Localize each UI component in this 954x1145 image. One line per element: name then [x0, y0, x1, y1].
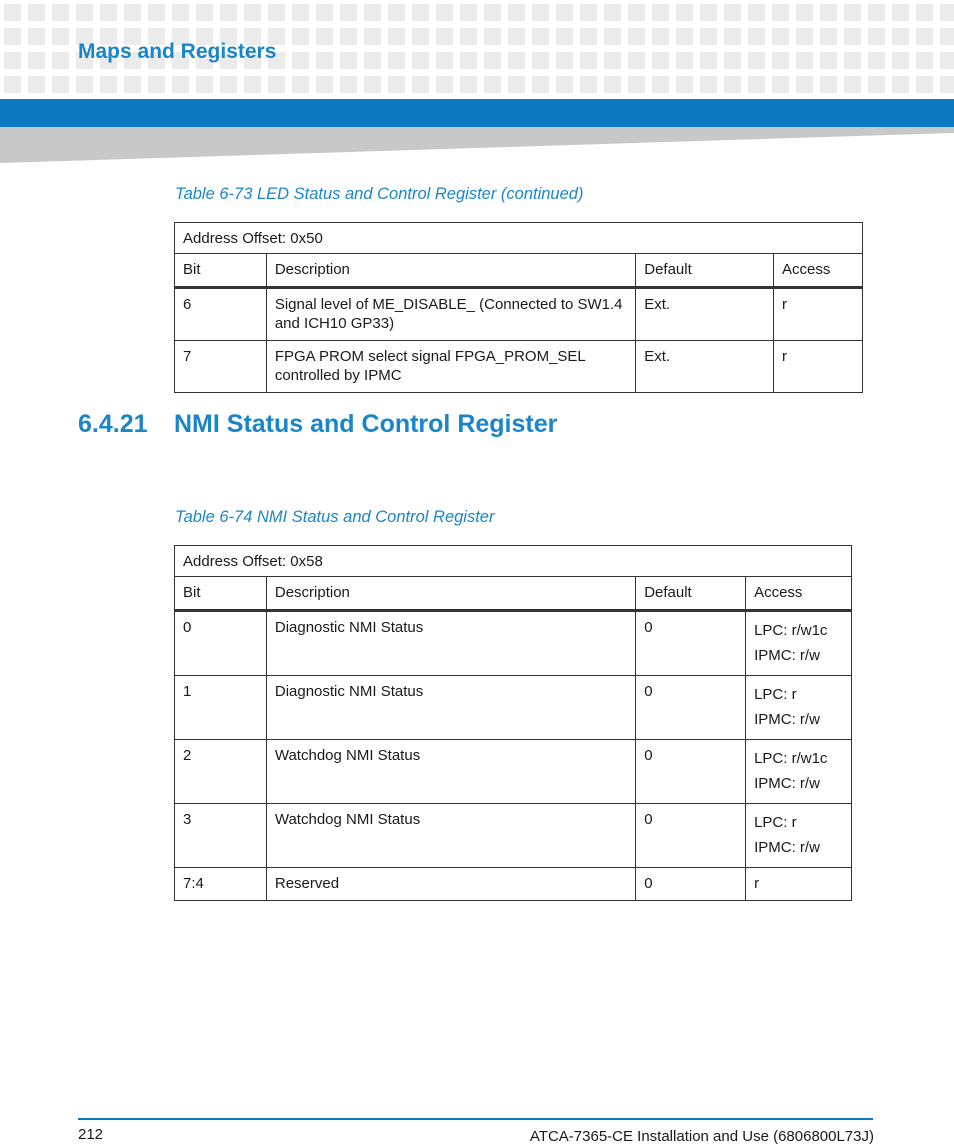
table-address-row — [175, 546, 852, 577]
cell-description: Reserved — [266, 868, 635, 901]
cell-default: Ext. — [636, 288, 774, 341]
column-header-default: Default — [636, 577, 746, 611]
cell-description: FPGA PROM select signal FPGA_PROM_SEL controlled by IPMC — [266, 341, 635, 393]
table-row — [175, 341, 863, 393]
access-ipmc: IPMC: r/w — [754, 839, 820, 856]
cell-default: 0 — [636, 611, 746, 676]
header-gray-wedge — [0, 127, 954, 163]
cell-bit: 6 — [175, 288, 267, 341]
cell-access — [746, 740, 852, 804]
table-row — [175, 868, 852, 901]
nmi-status-table — [174, 545, 852, 901]
cell-bit: 0 — [175, 611, 267, 676]
section-heading — [78, 410, 557, 439]
table2-caption: Table 6-74 NMI Status and Control Register — [175, 508, 495, 526]
running-section-title: Maps and Registers — [78, 40, 277, 63]
section-title: NMI Status and Control Register — [174, 410, 558, 438]
access-ipmc: IPMC: r/w — [754, 647, 820, 664]
table-header-row — [175, 577, 852, 611]
column-header-access: Access — [774, 254, 863, 288]
cell-description: Signal level of ME_DISABLE_ (Connected to SW1.4 and ICH10 GP33) — [266, 288, 635, 341]
table-header-row — [175, 254, 863, 288]
column-header-description: Description — [266, 254, 635, 288]
cell-description: Diagnostic NMI Status — [266, 611, 635, 676]
cell-description: Watchdog NMI Status — [266, 804, 635, 868]
column-header-access: Access — [746, 577, 852, 611]
access-ipmc: IPMC: r/w — [754, 711, 820, 728]
cell-description: Diagnostic NMI Status — [266, 676, 635, 740]
column-header-description: Description — [266, 577, 635, 611]
cell-access — [746, 804, 852, 868]
cell-access: r — [774, 288, 863, 341]
cell-bit: 7 — [175, 341, 267, 393]
cell-default: 0 — [636, 804, 746, 868]
table-row — [175, 611, 852, 676]
table-row — [175, 288, 863, 341]
column-header-bit: Bit — [175, 254, 267, 288]
led-status-table — [174, 222, 863, 393]
cell-bit: 1 — [175, 676, 267, 740]
address-offset: Address Offset: 0x50 — [175, 223, 863, 254]
table-row — [175, 676, 852, 740]
cell-default: 0 — [636, 868, 746, 901]
table-row — [175, 804, 852, 868]
cell-bit: 2 — [175, 740, 267, 804]
document-title: ATCA-7365-CE Installation and Use (6806800L73J) — [529, 1128, 874, 1145]
access-lpc: LPC: r — [754, 686, 797, 703]
cell-access — [746, 611, 852, 676]
table1-caption: Table 6-73 LED Status and Control Register (continued) — [175, 185, 584, 203]
header-blue-band — [0, 99, 954, 127]
cell-access — [746, 676, 852, 740]
cell-default: 0 — [636, 740, 746, 804]
access-lpc: LPC: r/w1c — [754, 750, 828, 767]
page-number: 212 — [78, 1126, 104, 1143]
cell-default: 0 — [636, 676, 746, 740]
column-header-default: Default — [636, 254, 774, 288]
access-ipmc: IPMC: r/w — [754, 775, 820, 792]
cell-bit: 7:4 — [175, 868, 267, 901]
cell-default: Ext. — [636, 341, 774, 393]
access-lpc: LPC: r — [754, 814, 797, 831]
section-number: 6.4.21 — [78, 410, 148, 438]
column-header-bit: Bit — [175, 577, 267, 611]
access-lpc: LPC: r/w1c — [754, 622, 828, 639]
cell-description: Watchdog NMI Status — [266, 740, 635, 804]
cell-bit: 3 — [175, 804, 267, 868]
address-offset: Address Offset: 0x58 — [175, 546, 852, 577]
table-row — [175, 740, 852, 804]
cell-access: r — [746, 868, 852, 901]
table-address-row — [175, 223, 863, 254]
footer-rule — [78, 1118, 873, 1120]
cell-access: r — [774, 341, 863, 393]
